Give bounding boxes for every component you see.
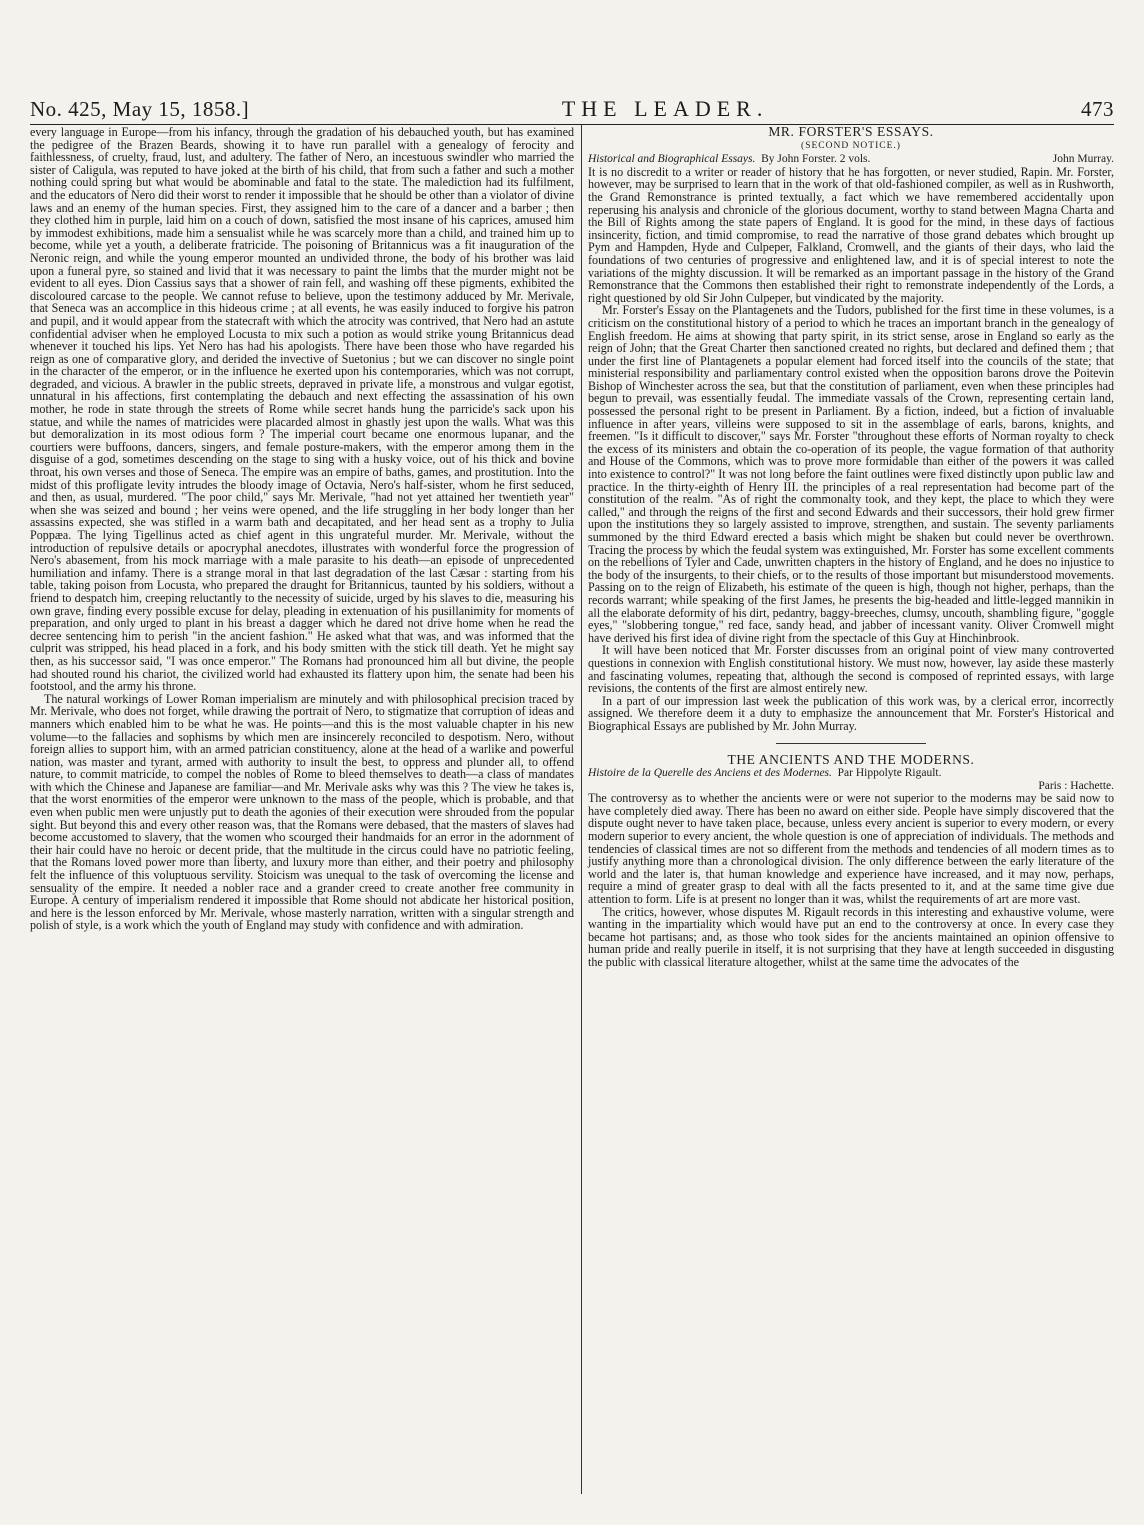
paragraph: Mr. Forster's Essay on the Plantagenets and the Tudors, published for the first time in these volumes, is a criticism on the constitutional history of a period to which he traces an important branch in the genealogy of English freedom. He aims at showing that party spirit, in its strict sense, arose in England so early as the reign of John; that the Great Charter then sanctioned created no rights, but declared and defined them ; that under the first line of Plantagenets a popular element had forced itself into the councils of the state; that ministerial responsibility and parliamentary control existed when the opposition barons drove the Poitevin Bishop of Winchester across the sea, but that the constitution of parliament, even when these principles had begun to prevail, was essentially feudal. The immediate vassals of the Crown, representing certain land, possessed the personal right to be present in Parliament. By a fiction, indeed, but a fiction of invaluable influence in after years, villeins were supposed to sit in the assemblage of earls, barons, knights, and freemen. "Is it difficult to discover," says Mr. Forster "throughout these efforts of Norman royalty to check the excess of its ministers and obtain the co-operation of its people, the vague formation of that authority and House of the Commons, which was to prove more formidable than either of the powers it was called into existence to control?" It was not long before the faint outlines were fixed distinctly upon public law and practice. In the thirty-eighth of Henry III. the principles of a real representation had become part of the constitution of the realm. "As of right the commonalty took, and they kept, the place to which they were called," and through the reigns of the first and second Edwards and their successors, their hold grew firmer upon the institutions they so largely assisted to improve, strengthen, and sustain. The seventy parliaments summoned by the third Edward erected a basis which might be shaken but could never be overthrown. Tracing the process by which the feudal system was extinguished, Mr. Forster has some excellent comments on the rebellions of Tyler and Cade, unwritten chapters in the history of England, and he does no injustice to the body of the insurgents, to their chiefs, or to the results of those important but misunderstood movements. Passing on to the reign of Elizabeth, his estimate of the queen is high, though not higher, perhaps, than the records warrant; while speaking of the first James, he presents the big-headed and little-legged mannikin in all the elaborate deformity of his dirt, pedantry, baggy-breeches, clumsy, uncouth, shambling figure, "goggle eyes," "slobbering tongue," red face, sandy head, and jabber of incessant vanity. Oliver Cromwell might have derived his first idea of divine right from the spectacle of this Guy at Hinchinbrook. [588,303,1114,645]
publisher: John Murray. [1052,153,1114,166]
book-reference [588,767,1114,780]
paragraph: It is no discredit to a writer or reader of history that he has forgotten, or never studied, Rapin. Mr. Forster, however, may be surprised to learn that in the work of that old-fashioned compiler, as well as in Rushworth, the Grand Remonstrance is printed textually, a fact which we have remembered accidentally upon reperusing his analysis and chronicle of the glorious document, worthy to stand between Magna Charta and the Bill of Rights among the state papers of England. It is good for the mind, in these days of factious insincerity, fiction, and timid compromise, to read the narrative of those grand debates which brought up Pym and Hampden, Hyde and Culpeper, Falkland, Cromwell, and the giants of their days, who laid the foundations of two centuries of progressive and enlightened law, and it is of special interest to note the variations of the mighty discussion. It will be remarked as an important passage in the history of the Grand Remonstrance that the Commons then established their right to remonstrate independently of the Lords, a right questioned by old Sir John Culpeper, but vindicated by the majority. [588,164,1114,305]
right-column [588,126,1114,969]
masthead [30,88,1114,125]
paragraph: In a part of our impression last week the publication of this work was, by a clerical error, incorrectly assigned. We therefore deem it a duty to emphasize the announcement that Mr. Forster's Historical and Biographical Essays are published by Mr. John Murray. [588,693,1114,733]
column-divider [581,124,582,1494]
book-title: Historical and Biographical Essays. [588,153,756,166]
page-number: 473 [1081,97,1114,121]
newspaper-title: THE LEADER. [561,96,769,121]
issue-line: No. 425, May 15, 1858.] [30,97,250,121]
book-details: By John Forster. 2 vols. [761,153,871,166]
article-heading: THE ANCIENTS AND THE MODERNS. [727,751,975,767]
book-reference [588,153,1114,166]
paragraph: The natural workings of Lower Roman imperialism are minutely and with philosophical precision traced by Mr. Merivale, who does not forget, while drawing the portrait of Nero, to stigmatize that corruption of ideas and manners which enabled him to be what he was. He points—and this is the most valuable chapter in his new volume—to the fallacies and sophisms by which men are insincerely reconciled to despotism. Nero, without foreign allies to support him, with an armed patrician constituency, alone at the head of a warlike and powerful nation, was master and tyrant, armed with authority to insult the best, to oppress and plunder all, to offend nature, to commit matricide, to compel the nobles of Rome to bleed themselves to death—a class of mandates with which the Chinese and Japanese are familiar—and Mr. Merivale asks why was this ? The view he takes is, that the worst enormities of the emperor were unknown to the mass of the people, which is probable, and that even when public men were unjustly put to death the agonies of their execution were shrouded from the popular sight. But beyond this and every other reason was, that the Romans were debased, that the masters of slaves had become accustomed to slavery, that the women who scourged their handmaids for an error in the adornment of their hair could have no heroic or decent pride, that the multitude in the circus could have no patriotic feeling, that the Romans loved power more than liberty, and luxury more than either, and their poetry and philosophy felt the influence of this voluptuous servility. Stoicism was unequal to the task of overcoming the license and sensuality of the empire. It needed a nobler race and a grander creed to create another free community in Europe. A century of imperialism rendered it impossible that Rome should not abdicate her historical position, and here is the lesson enforced by Mr. Merivale, whose masterly narration, written with a singular strength and polish of style, is a work which the youth of England may study with confidence and with admiration. [30,691,574,933]
paragraph: every language in Europe—from his infancy, through the gradation of his debauched youth, but has examined the pedigree of the Brazen Beards, showing it to have run parallel with a genealogy of ferocity and faithlessness, of cruelty, fraud, lust, and adultery. The father of Nero, an incestuous swindler who married the sister of Caligula, was reputed to have joked at the birth of his child, that from such a father and such a mother nothing could spring but what would be abominable and fatal to the state. The malediction had its fulfilment, and the educators of Nero did their worst to render it impossible that he should be other than a violator of divine laws and an enemy of the human species. First, they assigned him to the care of a dancer and a barber ; then they clothed him in purple, laid him on a couch of down, satisfied the most insane of his caprices, amused him by immodest exhibitions, made him a sensualist while he was scarcely more than a child, and trained him up to become, while yet a youth, a deliberate fratricide. The poisoning of Britannicus was a fit inauguration of the Neronic reign, and while the young emperor mounted an undivided throne, the body of his brother was laid upon a funeral pyre, so stained and livid that it was necessary to paint the limbs that the murder might not be evident to all eyes. Dion Cassius says that a shower of rain fell, and washing off these pigments, exhibited the discoloured carcase to the people. We cannot refuse to believe, upon the testimony adduced by Mr. Merivale, that Seneca was an accomplice in this hideous crime ; at all events, he was easily induced to forgive his patron and pupil, and it would appear from the statecraft with which the atrocity was contrived, that Nero had an astute confidential adviser when he employed Locusta to mix such a potion as would strike young Britannicus dead whenever it touched his lips. Yet Nero has had his apologists. There have been those who have regarded his reign as one of comparative glory, and derided the invective of Suetonius ; but we can discover no single point in the character of the emperor, or in the influence he exerted upon his contemporaries, which was not corrupt, degraded, and vicious. A brawler in the public streets, depraved in private life, a monstrous and vulgar egotist, unnatural in his affections, first contemplating the debauch and next effecting the assassination of his own mother, he rode in state through the streets of Rome while secret hands hung the parricide's sack upon his statue, and while the names of matricides were placarded almost in ghastly jest upon the walls. What was this but demoralization in its most odious form ? The imperial court became one enormous lupanar, and the courtiers were buffoons, dancers, singers, and female posture-makers, with the emperor among them in the disguise of a god, sometimes descending on the stage to sing with a husky voice, out of his thick and bovine throat, his own verses and those of Seneca. The empire was an empire of baths, games, and prostitution. Into the midst of this profligate levity intrudes the bloody image of Octavia, Nero's half-sister, whom he first seduced, and then, as usual, murdered. "The poor child," says Mr. Merivale, "had not yet attained her twentieth year" when she was seized and bound ; her veins were opened, and the life struggling in her body longer than her assassins expected, she was stifled in a warm bath and decapitated, and her head sent as a trophy to Julia Poppæa. The lying Tigellinus acted as chief agent in this ungrateful murder. Mr. Merivale, without the introduction of repulsive details or apocryphal anecdotes, illustrates with wonderful force the progression of Nero's abasement, from his mock marriage with a male parasite to his death—an episode of unprecedented humiliation and infamy. There is a strange moral in that last degradation of the last Cæsar : starting from his table, taking poison from Locusta, who prepared the draught for Britannicus, taunted by his soldiers, without a friend to despatch him, creeping reluctantly to the necessity of suicide, urged by his slaves to die, measuring his own grave, finding every possible excuse for delay, pleading in extenuation of his pusillanimity for moments of preparation, and only urged to plant in his breast a dagger which he dared not drive home when he read the decree sentencing him to perish "in the ancient fashion." He asked what that was, and was informed that the culprit was stripped, his head placed in a fork, and his body smitten with the stick till death. Yet he might say then, as his successor said, "I was once emperor." The Romans had pronounced him all but divine, the people had shouted round his chariot, the civilized world had exhausted its flattery upon him, the senate had been his footstool, and the army his throne. [30,125,574,694]
section-divider [776,743,926,744]
paragraph: It will have been noticed that Mr. Forster discusses from an original point of view many controverted questions in connexion with English constitutional history. We must now, however, lay aside these masterly and fascinating volumes, repeating that, although the second is composed of reprinted essays, with large revisions, the contents of the first are almost entirely new. [588,643,1114,696]
article-heading: MR. FORSTER'S ESSAYS. [768,124,934,139]
paragraph: The controversy as to whether the ancients were or were not superior to the moderns may be said now to have completely died away. There has been no award on either side. People have simply discovered that the dispute ought never to have taken place, because, unless every ancient is superior to every modern, or every modern superior to every ancient, the whole question is one of appreciation of individuals. The methods and tendencies of classical times are not so different from the methods and tendencies of all modern times as to justify anything more than a chronological division. The only difference between the early literature of the world and the later is, that human knowledge and experience have increased, and it may now, perhaps, require a mind of greater grasp to deal with all the facts presented to it, and at the same time give due attention to form. Life is at present no longer than it was, whilst the requirements of art are more vast. [588,791,1114,907]
publisher: Paris : Hachette. [1038,779,1114,792]
book-details: Par Hippolyte Rigault. [837,767,942,780]
article-subheading: (SECOND NOTICE.) [801,140,901,151]
paragraph: The critics, however, whose disputes M. Rigault records in this interesting and exhaustive volume, were wanting in the impartiality which would have put an end to the controversy at once. In every case they became hot partisans; and, as those who took sides for the ancients maintained an opinion offensive to human pride and really puerile in itself, it is not surprising that they have at length succeeded in disgusting the public with classical literature altogether, whilst at the same time the advocates of the [588,904,1114,969]
book-title: Histoire de la Querelle des Anciens et des Modernes. [588,767,832,780]
left-column [30,126,574,932]
